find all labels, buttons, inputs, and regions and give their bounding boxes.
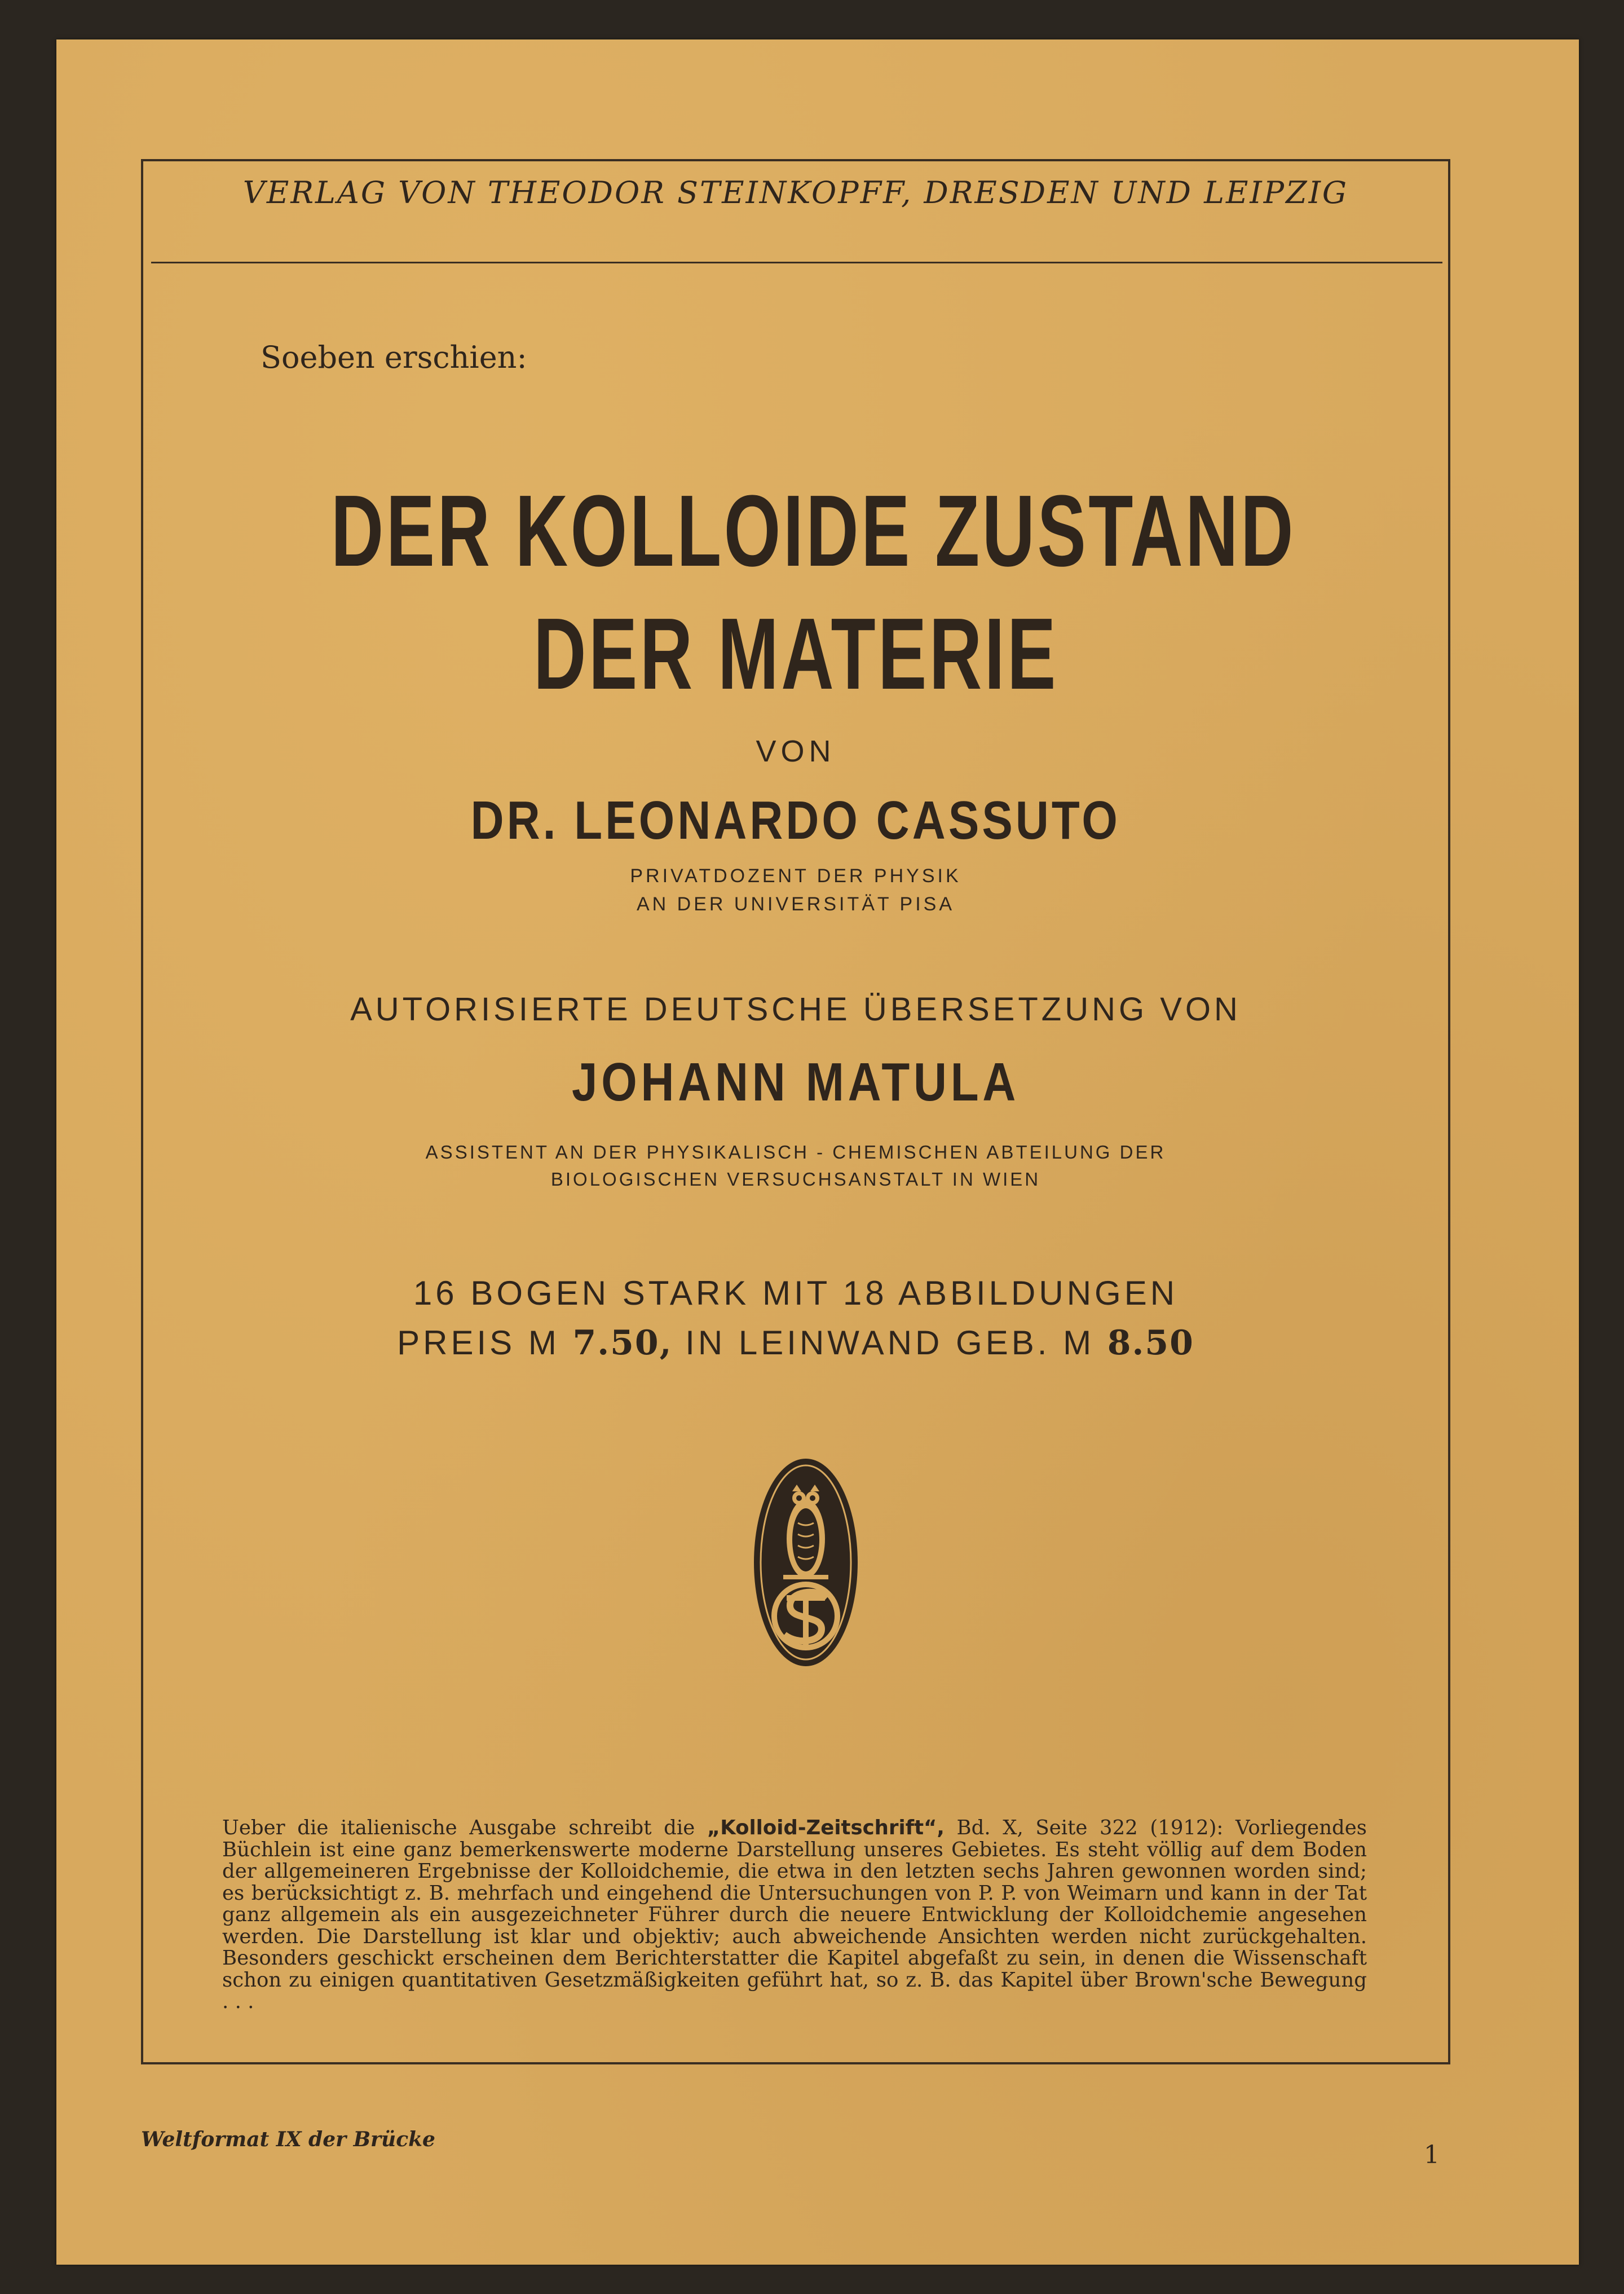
border-frame (141, 159, 1450, 2064)
owl-on-ts-monogram-icon (749, 1455, 862, 1670)
intro-text: Soeben erschien: (261, 340, 527, 375)
translator-affiliation-1: ASSISTENT AN DER PHYSIKALISCH - CHEMISCHEN ABTEILUNG DER (425, 1142, 1166, 1163)
by-label: VON (756, 734, 836, 768)
paper-sheet (56, 39, 1579, 2265)
title-line-2 (143, 596, 1448, 712)
price-paper: 7.50, (572, 1323, 673, 1363)
format-note: Weltformat IX der Brücke (141, 2128, 435, 2151)
publisher-heading: VERLAG VON THEODOR STEINKOPFF, DRESDEN UND LEIPZIG (242, 175, 1349, 210)
translator-name-text: JOHANN MATULA (571, 1052, 1020, 1112)
author-name-text: DR. LEONARDO CASSUTO (470, 790, 1121, 851)
translator-name (143, 1051, 1448, 1113)
translation-label: AUTORISIERTE DEUTSCHE ÜBERSETZUNG VON (350, 991, 1241, 1028)
price-prefix: PREIS M (397, 1324, 560, 1362)
author-name (143, 790, 1448, 852)
extent-text: 16 BOGEN STARK MIT 18 ABBILDUNGEN (413, 1274, 1179, 1312)
price-line (143, 1323, 1448, 1363)
title-line-2-text: DER MATERIE (533, 597, 1058, 711)
publisher-rule (151, 262, 1442, 263)
review-paragraph (222, 1817, 1367, 2013)
author-affiliation-1: PRIVATDOZENT DER PHYSIK (630, 865, 961, 887)
translator-affiliation-2: BIOLOGISCHEN VERSUCHSANSTALT IN WIEN (550, 1169, 1041, 1190)
author-affiliation-2: AN DER UNIVERSITÄT PISA (636, 893, 955, 915)
review-pre: Ueber die italienische Ausgabe schreibt die (222, 1816, 695, 1839)
title-line-1 (143, 473, 1448, 589)
price-middle: IN LEINWAND GEB. M (685, 1324, 1095, 1362)
review-text: Bd. X, Seite 322 (1912): Vorliegendes Büchlein ist eine ganz bemerkenswerte moderne Darstellung unseres Gebietes. Es steht völlig auf dem Boden der allgemeineren Ergebnisse der Kolloidchemie, die etwa in den letzten sechs Jahren gewonnen worden sind; es berücksichtigt z. B. mehrfach und eingehend die Untersuchungen von P. P. von Weimarn und kann in der Tat ganz allgemein als ein ausgezeichneter Führer durch die neuere Entwicklung der Kolloidchemie angesehen werden. Die Darstellung ist klar und objektiv; auch abweichende Ansichten werden nicht zurückgehalten. Besonders geschickt erscheinen dem Berichterstatter die Kapitel abgefaßt zu sein, in denen die Wissenschaft schon zu einigen quantitativen Gesetzmäßigkeiten geführt hat, so z. B. das Kapitel über Brown'sche Bewegung . . . (222, 1816, 1367, 2013)
title-line-1-text: DER KOLLOIDE ZUSTAND (330, 474, 1296, 588)
price-cloth: 8.50 (1107, 1323, 1194, 1363)
review-journal: „Kolloid-Zeitschrift“, (707, 1816, 945, 1839)
page-number: 1 (1424, 2141, 1440, 2169)
